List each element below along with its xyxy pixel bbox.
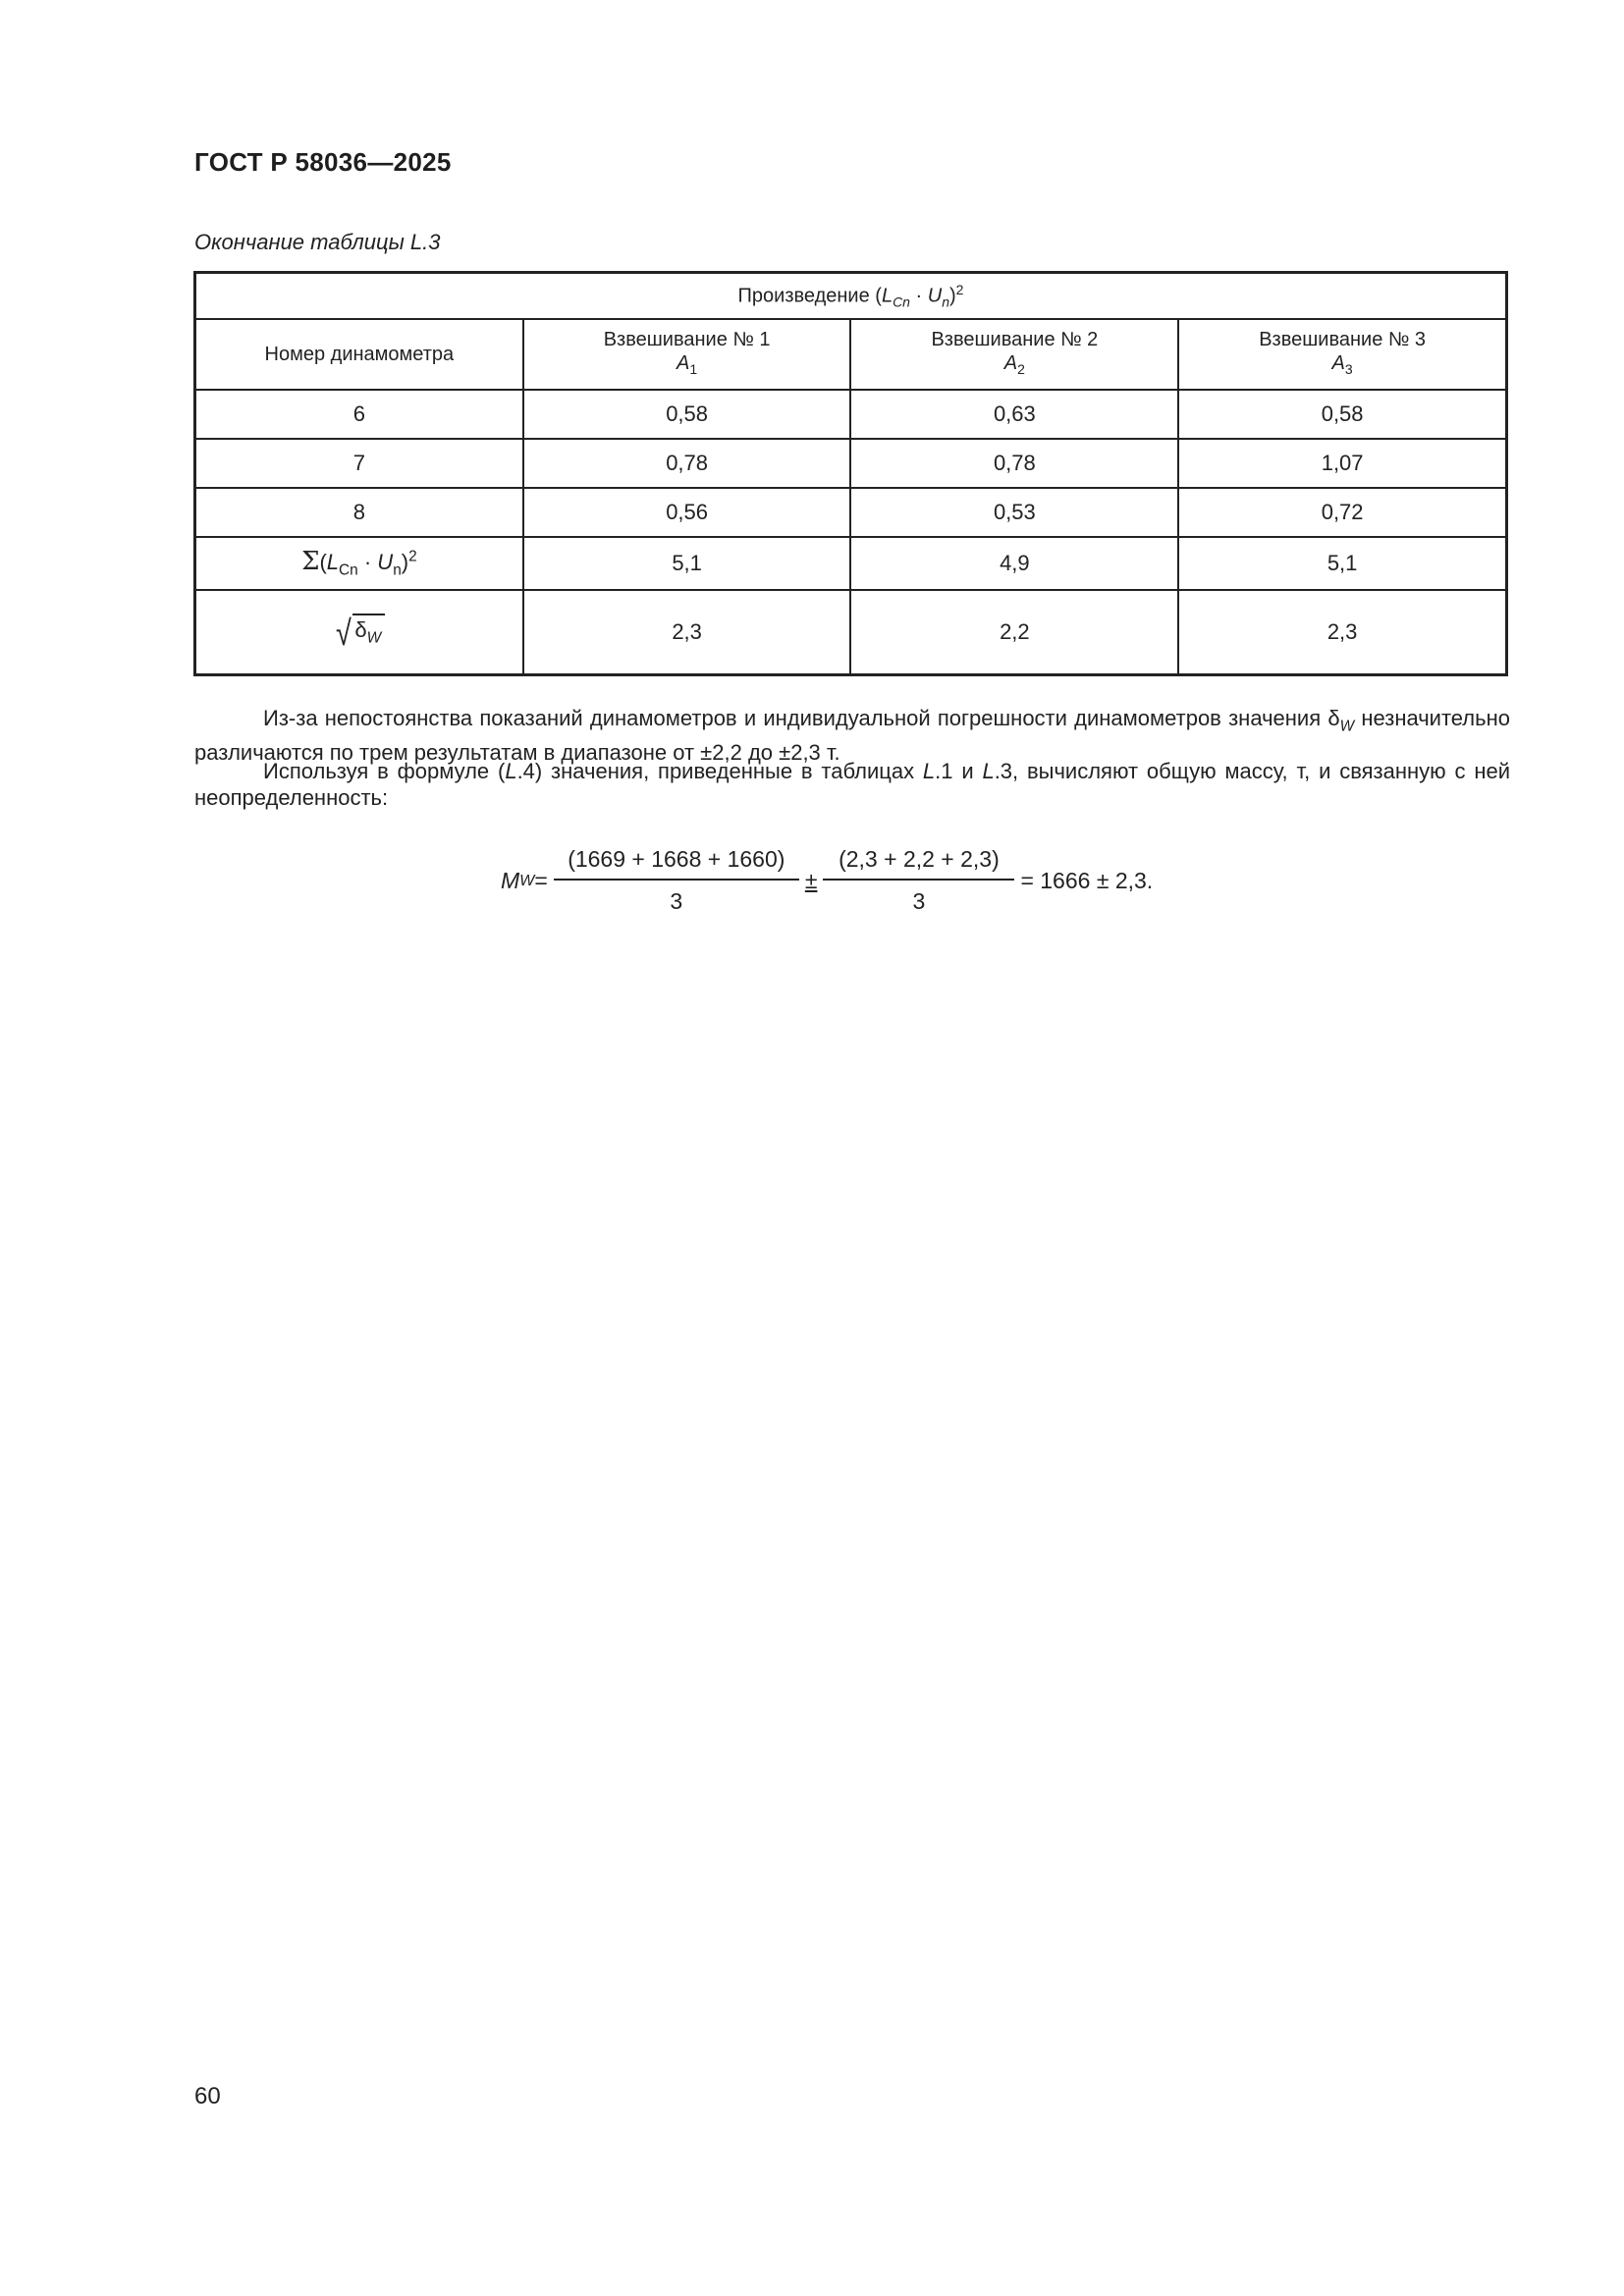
fraction-mass-average xyxy=(554,846,799,915)
formula-ref: L xyxy=(505,759,517,783)
document-standard-header: ГОСТ Р 58036—2025 xyxy=(194,147,452,177)
value-cell: 4,9 xyxy=(850,537,1178,590)
title-U: U xyxy=(927,285,943,307)
title-U-sub: n xyxy=(942,294,949,310)
paren-close: ) xyxy=(401,550,409,575)
table-title-row xyxy=(195,273,1507,320)
column-symbol: A xyxy=(677,352,690,374)
value-cell: 2,3 xyxy=(523,590,851,675)
formula-equals: = xyxy=(534,867,548,893)
value-cell: 0,72 xyxy=(1178,488,1506,537)
paragraph-text: .4) значения, приведенные в таблицах xyxy=(516,759,923,783)
title-dot: · xyxy=(909,285,928,307)
delta-symbol: δ xyxy=(354,616,367,642)
column-header-weighing-1 xyxy=(523,319,851,390)
mass-formula xyxy=(501,846,1153,915)
column-symbol: A xyxy=(1331,352,1345,374)
column-symbol-sub: 3 xyxy=(1344,361,1353,377)
sum-power: 2 xyxy=(408,548,417,565)
column-header-weighing-2 xyxy=(850,319,1178,390)
column-header-label: Взвешивание № 3 xyxy=(1259,329,1427,350)
title-prefix: Произведение ( xyxy=(737,285,882,307)
value-cell: 0,58 xyxy=(523,390,851,439)
fraction-numerator: (1669 + 1668 + 1660) xyxy=(568,846,785,872)
column-header-label: Взвешивание № 2 xyxy=(931,329,1099,350)
value-cell: 2,2 xyxy=(850,590,1178,675)
title-power: 2 xyxy=(955,282,964,298)
value-cell: 0,53 xyxy=(850,488,1178,537)
delta-symbol: δ xyxy=(1327,706,1340,730)
square-root-expression xyxy=(334,613,386,654)
table-title-cell xyxy=(195,273,1507,320)
radical-icon: √ xyxy=(335,613,352,654)
fraction-denominator: 3 xyxy=(912,888,926,914)
delta-sub: W xyxy=(366,629,382,647)
title-L-sub: Cn xyxy=(893,294,910,310)
table-caption: Окончание таблицы L.3 xyxy=(194,230,441,254)
paragraph-text: Используя в формуле ( xyxy=(263,759,506,783)
delta-sub: W xyxy=(1339,718,1355,735)
column-symbol-sub: 1 xyxy=(689,361,698,377)
column-header-label: Взвешивание № 1 xyxy=(603,329,771,350)
table-row xyxy=(195,439,1507,488)
sum-L: L xyxy=(326,550,340,575)
sigma-symbol: Σ xyxy=(301,547,320,577)
sum-label-cell xyxy=(195,537,523,590)
value-cell: 1,07 xyxy=(1178,439,1506,488)
row-id-cell: 6 xyxy=(195,390,523,439)
sum-L-sub: Cn xyxy=(339,561,358,579)
paragraph-formula-intro xyxy=(194,758,1510,811)
column-header-dynamometer xyxy=(195,319,523,390)
table-row xyxy=(195,488,1507,537)
table-ref: L xyxy=(922,759,936,783)
paragraph-text: Из-за непостоянства показаний динамометров и индивидуальной погрешности динамометров значения xyxy=(263,706,1328,730)
table-row xyxy=(195,390,1507,439)
sum-row xyxy=(195,537,1507,590)
column-symbol-sub: 2 xyxy=(1017,361,1025,377)
radicand xyxy=(352,614,385,651)
value-cell: 5,1 xyxy=(523,537,851,590)
value-cell: 0,56 xyxy=(523,488,851,537)
row-id-cell: 7 xyxy=(195,439,523,488)
paragraph-text: .1 и xyxy=(935,759,983,783)
sqrt-label-cell xyxy=(195,590,523,675)
row-id-cell: 8 xyxy=(195,488,523,537)
title-L: L xyxy=(881,285,893,307)
page-number: 60 xyxy=(194,2083,221,2109)
formula-lhs-sub: W xyxy=(519,871,535,889)
fraction-denominator: 3 xyxy=(670,888,683,914)
sum-U: U xyxy=(377,550,394,575)
fraction-uncertainty-average xyxy=(823,846,1014,915)
formula-result: = 1666 ± 2,3. xyxy=(1020,867,1154,893)
sum-U-sub: n xyxy=(393,561,402,579)
title-suffix: ) xyxy=(949,285,956,307)
paragraph-text: незначительно различаются по трем результатам в диапазоне от ±2,2 до ±2,3 т. xyxy=(194,706,1510,766)
sum-dot: · xyxy=(357,550,378,575)
value-cell: 0,78 xyxy=(850,439,1178,488)
column-symbol: A xyxy=(1003,352,1018,374)
formula-lhs: M xyxy=(501,867,520,893)
paren-open: ( xyxy=(319,550,327,575)
value-cell: 0,58 xyxy=(1178,390,1506,439)
column-header-weighing-3 xyxy=(1178,319,1506,390)
fraction-numerator: (2,3 + 2,2 + 2,3) xyxy=(839,846,1000,872)
paragraph-text: .3, вычисляют общую массу, т, и связанную с ней неопределенность: xyxy=(194,759,1510,810)
value-cell: 0,63 xyxy=(850,390,1178,439)
plus-minus-sign: ± xyxy=(804,867,818,893)
table-ref: L xyxy=(982,759,995,783)
data-table xyxy=(193,271,1508,676)
sqrt-row xyxy=(195,590,1507,675)
value-cell: 0,78 xyxy=(523,439,851,488)
column-header-label: Номер динамометра xyxy=(264,344,455,365)
value-cell: 5,1 xyxy=(1178,537,1506,590)
value-cell: 2,3 xyxy=(1178,590,1506,675)
table-header-row xyxy=(195,319,1507,390)
